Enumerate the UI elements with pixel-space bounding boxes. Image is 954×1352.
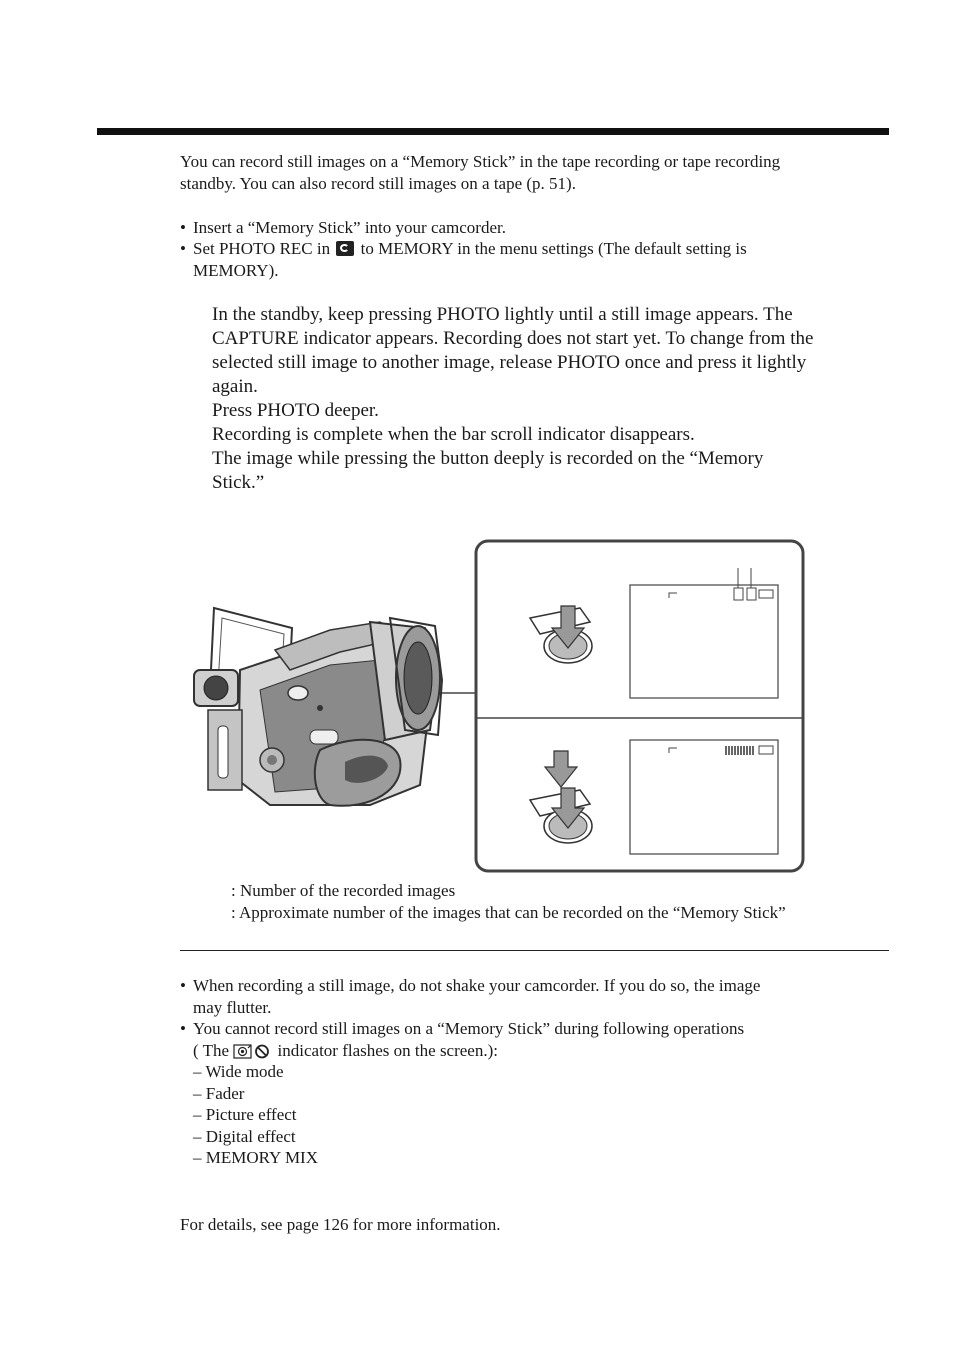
op-picture-effect: – Picture effect: [193, 1105, 297, 1124]
prep-bullet-2-text-c: MEMORY).: [193, 260, 279, 280]
step-1-line-4: again.: [212, 376, 258, 397]
screen-recording: [630, 740, 778, 854]
legend-recorded-count: : Number of the recorded images: [231, 881, 456, 900]
note-1-line-1: When recording a still image, do not shake your camcorder. If you do so, the image: [193, 976, 761, 995]
prep-bullet-2: • Set PHOTO REC in to MEMORY in the menu settings (The default setting is MEMORY).: [180, 239, 747, 280]
op-memory-mix: – MEMORY MIX: [193, 1148, 318, 1167]
prep-bullet-1-text: Insert a “Memory Stick” into your camcorder.: [193, 218, 506, 237]
photo-recording-illustration: [180, 530, 820, 880]
step-2-line-2: Recording is complete when the bar scroll indicator disappears.: [212, 424, 695, 445]
intro-line-1: You can record still images on a “Memory Stick” in the tape recording or tape recording: [180, 152, 781, 171]
note-2: • You cannot record still images on a “Memory Stick” during following operations ( The indicator flashes on the screen.):: [180, 1019, 745, 1060]
note-2-line-2-b: indicator flashes on the screen.):: [277, 1040, 498, 1060]
screen-standby: [630, 568, 778, 698]
notes-block: [180, 975, 892, 1169]
step-1-line-1: In the standby, keep pressing PHOTO lightly until a still image appears. The: [212, 304, 793, 325]
no-photo-icon: [233, 1043, 273, 1059]
note-2-line-1: You cannot record still images on a “Memory Stick” during following operations: [193, 1019, 745, 1038]
step-2-line-3: The image while pressing the button deeply is recorded on the “Memory: [212, 448, 764, 469]
step-1-line-2: CAPTURE indicator appears. Recording does not start yet. To change from the: [212, 328, 814, 349]
notes-divider: [180, 950, 889, 951]
prep-bullet-1: • Insert a “Memory Stick” into your camcorder.: [180, 217, 892, 239]
note-1-line-2: may flutter.: [193, 997, 272, 1017]
step-2-line-4: Stick.”: [212, 472, 265, 493]
intro-line-2: standby. You can also record still images on a tape (p. 51).: [180, 174, 576, 193]
op-fader: – Fader: [193, 1083, 245, 1103]
prep-bullet-2-text-a: Set PHOTO REC in: [193, 239, 331, 258]
intro-paragraph: [180, 151, 892, 195]
step-2-line-1: Press PHOTO deeper.: [212, 400, 379, 421]
steps-block: [212, 303, 892, 495]
op-digital-effect: – Digital effect: [193, 1126, 296, 1146]
camera-menu-icon: [336, 241, 354, 256]
legend-remaining-count: : Approximate number of the images that can be recorded on the “Memory Stick”: [231, 903, 786, 922]
note-2-line-2-a: ( The: [193, 1040, 230, 1060]
section-header-bar: [97, 128, 889, 135]
camcorder-illustration: [194, 608, 442, 806]
footer-reference: For details, see page 126 for more information.: [180, 1215, 501, 1234]
op-wide-mode: – Wide mode: [193, 1062, 284, 1081]
prep-bullet-2-text-b: to MEMORY in the menu settings (The default setting is: [360, 239, 747, 258]
note-1: • When recording a still image, do not shake your camcorder. If you do so, the image may flutter.: [180, 976, 761, 1017]
step-1-line-3: selected still image to another image, release PHOTO once and press it lightly: [212, 352, 807, 373]
